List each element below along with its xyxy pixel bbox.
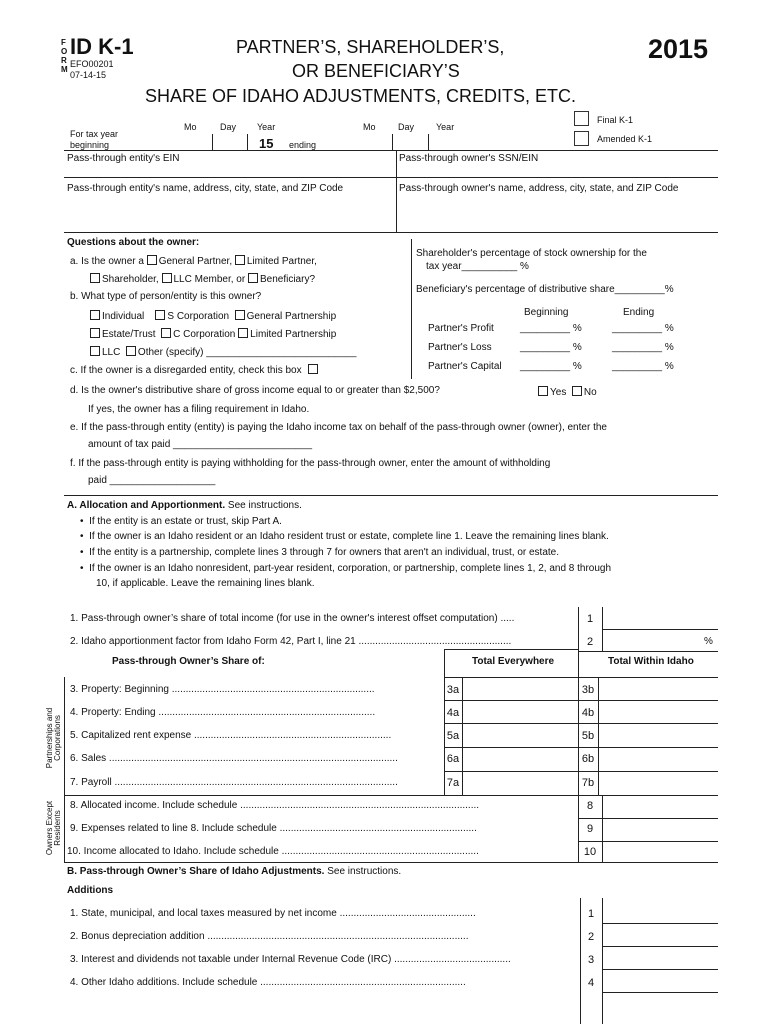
mo-label-end: Mo [363,122,376,132]
begin-label-2: beginning [70,140,110,150]
rule [411,239,412,379]
part-a-title: A. Allocation and Apportionment. [67,500,226,511]
date-divider [428,134,429,150]
rule [64,795,718,796]
question-d-answers [538,386,597,398]
owner-ssn-label: Pass-through owner's SSN/EIN [399,153,539,164]
form-title-line3: SHARE OF IDAHO ADJUSTMENTS, CREDITS, ETC. [145,86,577,106]
rule [444,649,578,650]
form-letter: R [61,56,67,65]
no-checkbox[interactable] [572,386,582,396]
total-everywhere-header: Total Everywhere [472,656,555,667]
general-partner-label: General Partner, [158,256,233,267]
line4-label: 4. Property: Ending .............................................................................. [70,707,376,718]
ending-label: ending [289,140,317,150]
partner-loss-label: Partner's Loss [428,342,492,353]
date-divider [212,134,213,150]
side-label-line: Owners Except [45,800,54,856]
question-a [70,255,317,267]
amended-k1-label: Amended K-1 [597,134,653,144]
rule [598,677,599,795]
line10-number: 10 [583,846,597,858]
rule [444,723,718,724]
begin-label: For tax year [70,129,119,139]
owner-name-label: Pass-through owner's name, address, city, state, and ZIP Code [399,183,679,194]
rule [602,969,718,970]
line7b-number: 7b [581,777,595,789]
line2-label: 2. Idaho apportionment factor from Idaho Form 42, Part I, line 21 ....................................................... [70,636,512,647]
s-corp-label: S Corporation [167,311,230,322]
rule [444,700,718,701]
partner-loss-end: _________ % [612,342,674,353]
estate-trust-label: Estate/Trust [102,329,156,340]
rule [64,177,718,178]
line2-percent: % [704,636,713,647]
line6a-number: 6a [446,753,460,765]
shareholder-checkbox[interactable] [90,273,100,283]
form-letter: O [61,47,68,56]
part-a-bullet: • If the owner is an Idaho nonresident, part-year resident, corporation, or partnership, complete lines 1, 2, and 8 through [80,563,612,574]
shareholder-pct-line1: Shareholder's percentage of stock ownership for the [416,248,647,259]
total-idaho-header: Total Within Idaho [608,656,694,667]
llc-checkbox[interactable] [90,346,100,356]
rule [602,946,718,947]
s-corp-checkbox[interactable] [155,310,165,320]
line7-label: 7. Payroll ...................................................................................................... [70,777,398,788]
partner-capital-end: _________ % [612,361,674,372]
c-corp-label: C Corporation [173,329,236,340]
part-b-title: B. Pass-through Owner’s Share of Idaho Adjustments. [67,866,325,877]
line7a-number: 7a [446,777,460,789]
b-line2-number: 2 [587,931,595,943]
side-label-line: Corporations [53,715,63,761]
ending-header: Ending [623,307,655,318]
rule [602,795,603,862]
part-a-bullet: • If the owner is an Idaho resident or an Idaho resident trust or estate, complete line 1. Leave the remaining lines blank. [80,531,609,542]
question-b-row1 [90,310,336,322]
b-line3-number: 3 [587,954,595,966]
part-a-instructions: See instructions. [225,500,302,511]
rule [578,607,579,651]
rule [462,677,463,795]
partner-capital-begin: _________ % [520,361,582,372]
question-f-line2: paid ___________________ [88,475,216,486]
form-date: 07-14-15 [70,70,107,80]
form-letters [61,38,69,74]
side-label-partnerships [46,693,66,783]
line5b-number: 5b [581,730,595,742]
begin-year-value: 15 [259,136,274,151]
line9-number: 9 [586,823,594,835]
individual-label: Individual [102,311,145,322]
line4b-number: 4b [581,707,595,719]
shareholder-pct-line2: tax year__________ % [426,261,529,272]
part-a-bullet-text: If the owner is an Idaho nonresident, part-year resident, corporation, or partnership, complete lines 1, 2, and 8 through [89,563,612,574]
line4a-number: 4a [446,707,460,719]
part-b-heading [67,867,401,877]
limited-partnership-label: Limited Partnership [250,329,337,340]
c-corp-checkbox[interactable] [161,328,171,338]
entity-ein-label: Pass-through entity's EIN [67,153,180,164]
rule [602,629,718,630]
rule [444,771,718,772]
final-k1-checkbox[interactable] [574,111,589,126]
questions-heading: Questions about the owner: [67,237,200,248]
form-code: EFO00201 [70,59,114,69]
partner-profit-end: _________ % [612,323,674,334]
line6-label: 6. Sales ........................................................................................................ [70,753,398,764]
rule [396,150,397,232]
question-e-line2: amount of tax paid _________________________ [88,439,313,450]
share-heading: Pass-through Owner’s Share of: [112,656,265,667]
b-line2-label: 2. Bonus depreciation addition .............................................................................................. [70,931,469,942]
date-divider [392,134,393,150]
part-a-bullet-cont: 10, if applicable. Leave the remaining lines blank. [96,578,315,589]
rule [578,795,579,862]
b-line1-number: 1 [587,908,595,920]
b-line3-label: 3. Interest and dividends not taxable under Internal Revenue Code (IRC) .......................................... [70,954,511,965]
rule [602,923,718,924]
part-a-bullet: • If the entity is an estate or trust, skip Part A. [80,516,282,527]
additions-heading: Additions [67,885,114,896]
partner-profit-begin: _________ % [520,323,582,334]
year-label: Year [257,122,276,132]
line3b-number: 3b [581,684,595,696]
rule [444,677,718,678]
rule [64,495,718,496]
line9-label: 9. Expenses related to line 8. Include schedule ....................................................................... [70,823,477,834]
rule [578,818,718,819]
question-d-line2: If yes, the owner has a filing requirement in Idaho. [88,404,310,415]
question-b-row3 [90,346,356,358]
individual-checkbox[interactable] [90,310,100,320]
line3-label: 3. Property: Beginning ......................................................................... [70,684,375,695]
disregarded-entity-checkbox[interactable] [308,364,318,374]
line3a-number: 3a [446,684,460,696]
side-label-line: Partnerships and [45,707,54,769]
b-line4-label: 4. Other Idaho additions. Include schedule .......................................................................... [70,977,466,988]
part-a-bullet: • If the entity is a partnership, complete lines 3 through 7 for owners that aren't an individual, trust, or estate. [80,547,560,558]
day-label: Day [220,122,237,132]
rule [64,232,718,233]
line5a-number: 5a [446,730,460,742]
line8-label: 8. Allocated income. Include schedule ...................................................................................... [70,800,480,811]
rule [64,862,718,863]
form-id: ID K-1 [70,34,134,59]
question-f-line1: f. If the pass-through entity is paying withholding for the pass-through owner, enter the amount of withholding [70,458,551,469]
question-a-text: a. Is the owner a [70,256,144,267]
general-partnership-checkbox[interactable] [235,310,245,320]
rule [602,992,718,993]
final-k1-label: Final K-1 [597,115,634,125]
question-b: b. What type of person/entity is this owner? [70,291,262,302]
other-label: Other (specify) ___________________________ [137,347,357,358]
line8-number: 8 [586,800,594,812]
rule [444,649,445,795]
rule [578,841,718,842]
line6b-number: 6b [581,753,595,765]
beneficiary-pct: Beneficiary's percentage of distributive share_________% [416,284,674,295]
llc-label: LLC [102,347,121,358]
question-e-line1: e. If the pass-through entity (entity) is paying the Idaho income tax on behalf of the pass-through owner (owner), enter the [70,422,607,433]
part-a-bullet-text: If the entity is a partnership, complete lines 3 through 7 for owners that aren't an individual, trust, or estate. [89,547,560,558]
date-divider [247,134,248,150]
line5-label: 5. Capitalized rent expense ....................................................................... [70,730,392,741]
beneficiary-checkbox[interactable] [248,273,258,283]
limited-partnership-checkbox[interactable] [238,328,248,338]
part-a-heading [67,501,302,511]
other-checkbox[interactable] [126,346,136,356]
rule [444,747,718,748]
beneficiary-label: Beneficiary? [259,274,316,285]
question-c-text: c. If the owner is a disregarded entity, check this box [70,365,302,376]
entity-name-label: Pass-through entity's name, address, city, state, and ZIP Code [67,183,344,194]
form-letter: F [61,38,66,47]
amended-k1-checkbox[interactable] [574,131,589,146]
line10-label: 10. Income allocated to Idaho. Include schedule ....................................................................... [67,846,479,857]
mo-label: Mo [184,122,197,132]
llc-member-label: LLC Member, or [173,274,246,285]
limited-partner-label: Limited Partner, [246,256,317,267]
line2-number: 2 [586,636,594,648]
part-b-instructions: See instructions. [324,866,402,877]
tax-year: 2015 [648,34,709,64]
question-d: d. Is the owner's distributive share of gross income equal to or greater than $2,500? [70,385,440,396]
form-title-line2: OR BENEFICIARY’S [292,61,460,81]
question-b-row2 [90,328,336,340]
general-partner-checkbox[interactable] [147,255,157,265]
b-line1-label: 1. State, municipal, and local taxes measured by net income ................................................. [70,908,476,919]
part-a-bullet-text: If the owner is an Idaho resident or an Idaho resident trust or estate, complete line 1. Leave the remaining lines blank. [89,531,609,542]
line1-number: 1 [586,613,594,625]
rule [578,651,718,652]
side-label-line: Residents [53,810,63,846]
question-a-2 [90,273,315,285]
rule [64,150,718,151]
b-line4-number: 4 [587,977,595,989]
no-label: No [583,387,597,398]
day-label-end: Day [398,122,415,132]
general-partnership-label: General Partnership [246,311,337,322]
partner-loss-begin: _________ % [520,342,582,353]
partner-profit-label: Partner's Profit [428,323,494,334]
rule [602,898,603,1024]
partner-capital-label: Partner's Capital [428,361,502,372]
line1-label: 1. Pass-through owner’s share of total income (for use in the owner's interest offset computation) ..... [70,613,515,624]
llc-member-checkbox[interactable] [162,273,172,283]
form-title-line1: PARTNER’S, SHAREHOLDER’S, [236,37,505,57]
question-c [70,364,320,376]
yes-checkbox[interactable] [538,386,548,396]
yes-label: Yes [550,387,567,398]
part-a-bullet-text: If the entity is an estate or trust, skip Part A. [89,516,282,527]
estate-trust-checkbox[interactable] [90,328,100,338]
limited-partner-checkbox[interactable] [235,255,245,265]
form-letter: M [61,65,68,74]
year-label-end: Year [436,122,455,132]
side-label-owners [46,783,66,873]
shareholder-label: Shareholder, [102,274,159,285]
beginning-header: Beginning [524,307,569,318]
